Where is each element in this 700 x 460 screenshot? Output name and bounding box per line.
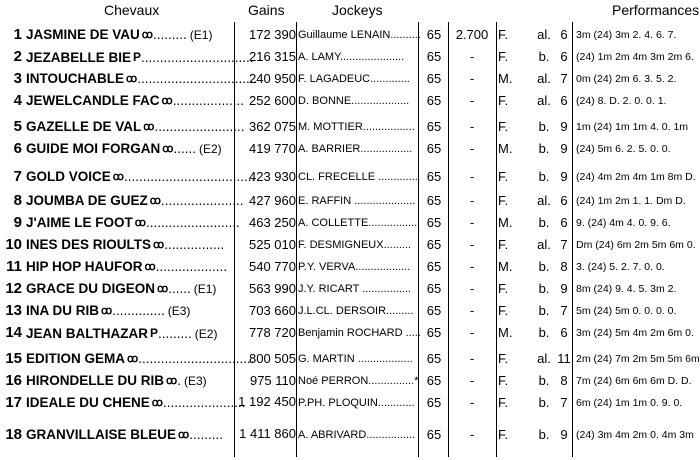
age-value: 9 (560, 427, 568, 442)
leader-dots: ............................... (138, 351, 255, 366)
ecurie-label: (E2) (194, 327, 218, 341)
horse-name-cell (26, 215, 240, 231)
horse-name: JEAN BALTHAZAR (26, 326, 148, 341)
table-row (0, 256, 700, 278)
performances-value: 1m (24) 1m 1m 4. 0. 1m (576, 121, 689, 133)
horse-name: INA DU RIB (26, 303, 99, 318)
performances-value: 9. (24) 4m 4. 0. 9. 6. (576, 217, 671, 229)
horse-name-cell (26, 395, 246, 411)
age-value: 9 (560, 119, 568, 134)
horse-name-cell (26, 325, 232, 342)
horse-name: IDEALE DU CHENE (26, 395, 150, 410)
jockey-name: P.PH. PLOQUIN............ (298, 397, 415, 409)
weight-value: 65 (426, 193, 442, 208)
sex-value: F. (498, 395, 509, 410)
odds-value: - (469, 303, 475, 318)
weight-value: 65 (426, 281, 442, 296)
jockey-name: J.Y. RICART ................ (298, 283, 412, 295)
jockey-name: D. BONNE................... (298, 95, 410, 107)
coat-value: b. (538, 325, 550, 340)
coat-value: b. (538, 259, 550, 274)
performances-value: 0m (24) 2m 6. 3. 5. 2. (576, 73, 677, 85)
table-row (0, 234, 700, 256)
weight-value: 65 (426, 427, 442, 442)
gains-value: 419 770 (249, 141, 296, 156)
leader-dots: ...................... (160, 193, 244, 208)
weight-value: 65 (426, 71, 442, 86)
horse-name-cell (26, 303, 232, 319)
horse-name-cell (26, 351, 255, 367)
table-row (0, 138, 700, 160)
performances-value: 3. (24) 5. 2. 7. 0. 0. (576, 261, 665, 273)
shoeing-icon: ꝏ (162, 143, 174, 155)
performances-value: 6m (24) 1m 1m 0. 9. 0. (576, 397, 683, 409)
table-row (0, 190, 700, 212)
jockey-name: CL. FRECELLE ............. (298, 171, 418, 183)
performances-value: (24) 8. D. 2. 0. 0. 1. (576, 95, 667, 107)
age-value: 11 (557, 351, 571, 366)
leader-dots: ................... (155, 259, 228, 274)
horse-name: JEWELCANDLE FAC (26, 93, 160, 108)
horse-name: J'AIME LE FOOT (26, 215, 133, 230)
horse-number: 4 (13, 92, 22, 109)
horse-name-cell (26, 119, 245, 135)
horse-name: GRACE DU DIGEON (26, 281, 156, 296)
gains-value: 216 315 (249, 49, 296, 64)
horse-number: 18 (5, 426, 22, 443)
weight-value: 65 (426, 215, 442, 230)
coat-value: al. (537, 93, 551, 108)
gains-value: 1 192 450 (238, 394, 296, 409)
leader-dots: ................................ (137, 71, 258, 86)
horse-name-cell (26, 71, 258, 87)
coat-value: al. (537, 237, 551, 252)
shoeing-icon: P (150, 326, 159, 340)
header-gains: Gains (248, 2, 285, 18)
performances-value: 8m (24) 9. 4. 5. 3m 2. (576, 283, 677, 295)
gains-value: 463 250 (249, 215, 296, 230)
table-row (0, 24, 700, 46)
sex-value: F. (498, 281, 509, 296)
sex-value: M. (498, 215, 513, 230)
horse-number: 2 (13, 48, 22, 65)
table-row (0, 68, 700, 90)
odds-value: - (469, 119, 475, 134)
shoeing-icon: ꝏ (134, 217, 146, 229)
horse-name-cell (26, 427, 232, 443)
shoeing-icon: ꝏ (161, 95, 173, 107)
horse-name-cell (26, 259, 232, 275)
gains-value: 540 770 (249, 259, 296, 274)
leader-dots: ................................... (123, 169, 256, 184)
horse-number: 7 (13, 168, 22, 185)
ecurie-label: (E1) (189, 28, 213, 42)
horse-number: 10 (5, 236, 22, 253)
age-value: 6 (560, 325, 568, 340)
jockey-name: F. DESMIGNEUX......... (298, 239, 412, 251)
table-row (0, 116, 700, 138)
shoeing-icon: ꝏ (101, 305, 113, 317)
gains-value: 703 660 (249, 303, 296, 318)
leader-dots: ...................... (162, 395, 246, 410)
leader-dots: ......... (158, 326, 192, 341)
coat-value: al. (537, 27, 551, 42)
odds-value: - (469, 281, 475, 296)
odds-value: - (469, 237, 475, 252)
jockey-name: Benjamin ROCHARD ..... (298, 327, 421, 339)
gains-value: 778 720 (249, 325, 296, 340)
leader-dots: ........................ (154, 119, 245, 134)
weight-value: 65 (426, 169, 442, 184)
age-value: 9 (560, 141, 568, 156)
age-value: 6 (560, 193, 568, 208)
weight-value: 65 (426, 119, 442, 134)
horse-number: 15 (5, 350, 22, 367)
sex-value: F. (498, 237, 509, 252)
shoeing-icon: ꝏ (144, 261, 156, 273)
ecurie-label: (E2) (198, 142, 222, 156)
horse-name: GRANVILLAISE BLEUE (26, 427, 177, 442)
horse-number: 1 (13, 26, 22, 43)
coat-value: b. (538, 169, 550, 184)
weight-value: 65 (426, 49, 442, 64)
weight-value: 65 (426, 141, 442, 156)
weight-value: 65 (426, 395, 442, 410)
horse-number: 5 (13, 118, 22, 135)
gains-value: 172 390 (249, 27, 296, 42)
horse-number: 17 (5, 394, 22, 411)
horse-name: GOLD VOICE (26, 169, 111, 184)
table-row (0, 424, 700, 460)
age-value: 8 (560, 373, 568, 388)
horse-number: 3 (13, 70, 22, 87)
performances-value: (24) 1m 2m 4m 3m 2m 6. (576, 51, 694, 63)
sex-value: F. (498, 119, 509, 134)
odds-value: - (469, 351, 475, 366)
performances-value: (24) 1m 2m 1. 1. Dm D. (576, 195, 686, 207)
leader-dots: ......................... (145, 215, 240, 230)
horse-name: GAZELLE DE VAL (26, 119, 142, 134)
shoeing-icon: ꝏ (141, 29, 153, 41)
horse-name-cell (26, 237, 232, 253)
horse-name-cell (26, 373, 232, 389)
age-value: 7 (560, 237, 568, 252)
performances-value: 5m (24) 5m 0. 0. 0. 0. (576, 305, 677, 317)
ecurie-label: (E3) (167, 304, 191, 318)
odds-value: - (469, 325, 475, 340)
ecurie-label: (E1) (193, 282, 217, 296)
table-row (0, 370, 700, 392)
table-row (0, 46, 700, 68)
odds-value: - (469, 215, 475, 230)
horse-name: JEZABELLE BIE (26, 50, 132, 65)
gains-value: 975 110 (249, 373, 296, 388)
weight-value: 65 (426, 325, 442, 340)
odds-value: - (469, 169, 475, 184)
leader-dots: ................... (172, 93, 244, 108)
jockey-name: M. MOTTIER................. (298, 121, 415, 133)
odds-value: - (469, 193, 475, 208)
sex-value: F. (498, 373, 509, 388)
coat-value: b. (538, 281, 550, 296)
sex-value: F. (498, 303, 509, 318)
jockey-name: P.Y. VERVA.................. (298, 261, 411, 273)
jockey-name: A. ABRIVARD................ (298, 429, 416, 441)
shoeing-icon: ꝏ (112, 171, 124, 183)
odds-value: - (469, 49, 475, 64)
horse-number: 8 (13, 192, 22, 209)
table-row (0, 322, 700, 344)
shoeing-icon: ꝏ (157, 283, 169, 295)
age-value: 7 (560, 303, 568, 318)
horse-name-cell (26, 49, 254, 66)
leader-dots: .............. (112, 303, 165, 318)
table-row (0, 166, 700, 188)
table-row (0, 348, 700, 370)
odds-value: - (469, 427, 475, 442)
horse-name-cell (26, 27, 232, 43)
sex-value: M. (498, 141, 513, 156)
gains-value: 1 411 860 (239, 426, 296, 441)
sex-value: F. (498, 193, 509, 208)
horse-name: GUIDE MOI FORGAN (26, 141, 161, 156)
weight-value: 65 (426, 303, 442, 318)
age-value: 6 (560, 27, 568, 42)
jockey-name: G. MARTIN .................. (298, 353, 413, 365)
jockey-name: A. LAMY..................... (298, 51, 405, 63)
age-value: 7 (560, 395, 568, 410)
ecurie-label: (E3) (183, 374, 207, 388)
odds-value: - (469, 259, 475, 274)
performances-value: Dm (24) 6m 2m 5m 6m 0. (576, 239, 696, 251)
weight-value: 65 (426, 351, 442, 366)
horse-name-cell (26, 193, 244, 209)
performances-value: 3m (24) 5m 4m 2m 6m 0. (576, 327, 694, 339)
leader-dots: ...... (168, 281, 191, 296)
shoeing-icon: P (133, 50, 142, 64)
coat-value: b. (538, 215, 550, 230)
horse-name: HIP HOP HAUFOR (26, 259, 143, 274)
age-value: 6 (560, 49, 568, 64)
leader-dots: .............................. (141, 50, 254, 65)
table-row (0, 212, 700, 234)
jockey-name: Guillaume LENAIN.......... (298, 29, 421, 41)
horse-number: 6 (13, 140, 22, 157)
age-value: 6 (560, 93, 568, 108)
coat-value: al. (537, 71, 551, 86)
age-value: 9 (560, 281, 568, 296)
sex-value: F. (498, 169, 509, 184)
shoeing-icon: ꝏ (126, 73, 138, 85)
coat-value: b. (538, 49, 550, 64)
horse-name-cell (26, 141, 232, 157)
sex-value: M. (498, 259, 513, 274)
leader-dots: ...... (173, 141, 196, 156)
performances-value: 3m (24) 3m 2. 4. 6. 7. (576, 29, 677, 41)
weight-value: 65 (426, 259, 442, 274)
header-jockeys: Jockeys (332, 2, 383, 18)
odds-value: - (469, 373, 475, 388)
jockey-name: E. RAFFIN .................... (298, 195, 416, 207)
sex-value: F. (498, 49, 509, 64)
sex-value: F. (498, 93, 509, 108)
coat-value: b. (538, 373, 550, 388)
horse-name-cell (26, 281, 232, 297)
shoeing-icon: ꝏ (127, 353, 139, 365)
horse-name: JASMINE DE VAU (26, 27, 140, 42)
gains-value: 362 075 (249, 119, 296, 134)
weight-value: 65 (426, 27, 442, 42)
coat-value: b. (538, 303, 550, 318)
leader-dots: . (177, 373, 181, 388)
coat-value: b. (538, 119, 550, 134)
gains-value: 525 010 (249, 237, 296, 252)
age-value: 6 (560, 215, 568, 230)
horse-name: INTOUCHABLE (26, 71, 125, 86)
header-performances: Performances (612, 2, 700, 18)
horse-name: JOUMBA DE GUEZ (26, 193, 148, 208)
sex-value: F. (498, 351, 509, 366)
horse-number: 11 (6, 258, 22, 275)
performances-value: (24) 5m 6. 2. 5. 0. 0. (576, 143, 671, 155)
odds-value: 2.700 (455, 27, 489, 42)
sex-value: M. (498, 71, 513, 86)
gains-value: 252 600 (249, 93, 296, 108)
table-row (0, 278, 700, 300)
horse-number: 13 (5, 302, 22, 319)
shoeing-icon: ꝏ (143, 121, 155, 133)
jockey-name: Noé PERRON...............* (298, 375, 419, 387)
jockey-name: A. BARRIER................. (298, 143, 413, 155)
odds-value: - (469, 71, 475, 86)
horse-number: 12 (5, 280, 22, 297)
horse-name: INES DES RIOULTS (26, 237, 152, 252)
leader-dots: ................ (164, 237, 225, 252)
coat-value: b. (538, 141, 550, 156)
horse-name-cell (26, 169, 256, 185)
gains-value: 800 505 (249, 351, 296, 366)
leader-dots: ......... (153, 27, 187, 42)
jockey-name: J.L.CL. DERSOIR......... (298, 305, 414, 317)
performances-value: 7m (24) 6m 6m 6m D. D. (576, 375, 692, 387)
horse-name-cell (26, 93, 244, 109)
table-row (0, 392, 700, 428)
shoeing-icon: ꝏ (166, 375, 178, 387)
shoeing-icon: ꝏ (153, 239, 165, 251)
sex-value: F. (498, 427, 509, 442)
gains-value: 563 990 (249, 281, 296, 296)
gains-value: 423 930 (249, 169, 296, 184)
shoeing-icon: ꝏ (178, 429, 190, 441)
gains-value: 427 960 (249, 193, 296, 208)
header-chevaux: Chevaux (104, 2, 160, 18)
jockey-name: A. COLLETTE................ (298, 217, 418, 229)
horse-name: HIRONDELLE DU RIB (26, 373, 164, 388)
coat-value: al. (537, 193, 551, 208)
table-row (0, 300, 700, 322)
odds-value: - (469, 141, 475, 156)
coat-value: al. (537, 351, 551, 366)
performances-value: 2m (24) 7m 2m 5m 5m 6m (576, 353, 700, 365)
odds-value: - (469, 93, 475, 108)
age-value: 8 (560, 259, 568, 274)
coat-value: b. (538, 427, 550, 442)
horse-number: 14 (5, 324, 22, 341)
age-value: 9 (560, 169, 568, 184)
weight-value: 65 (426, 373, 442, 388)
performances-value: (24) 3m 4m 2m 0. 4m 3m (576, 429, 694, 441)
horse-name: EDITION GEMA (26, 351, 126, 366)
jockey-name: F. LAGADEUC............. (298, 73, 410, 85)
shoeing-icon: ꝏ (149, 195, 161, 207)
odds-value: - (469, 395, 475, 410)
horse-number: 9 (13, 214, 22, 231)
horse-number: 16 (5, 372, 22, 389)
coat-value: b. (538, 395, 550, 410)
sex-value: M. (498, 325, 513, 340)
performances-value: (24) 4m 2m 4m 1m 8m D. (576, 171, 696, 183)
shoeing-icon: ꝏ (151, 397, 163, 409)
leader-dots: ......... (189, 427, 223, 442)
age-value: 7 (560, 71, 568, 86)
sex-value: F. (498, 27, 509, 42)
weight-value: 65 (426, 237, 442, 252)
gains-value: 240 950 (249, 71, 296, 86)
weight-value: 65 (426, 93, 442, 108)
table-row (0, 90, 700, 112)
